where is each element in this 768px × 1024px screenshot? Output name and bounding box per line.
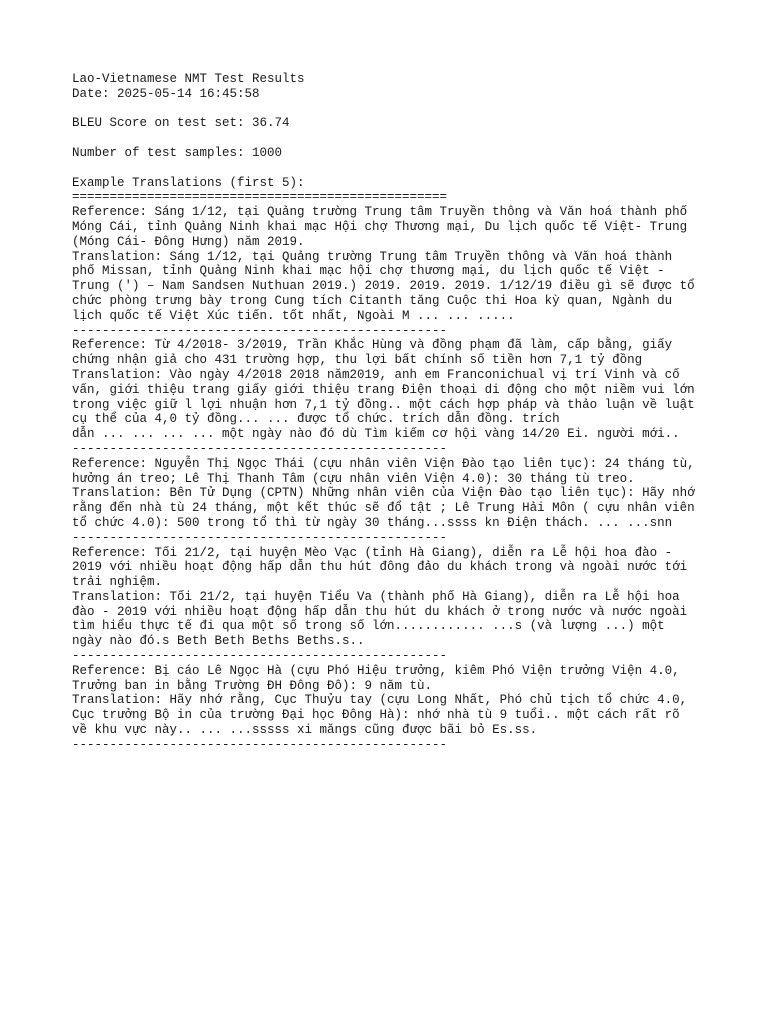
reference-text: Reference: Sáng 1/12, tại Quảng trường Trung tâm Truyền thông và Văn hoá thành phố Móng Cái, tỉnh Quảng Ninh khai mạc Hội chợ Thương mại, Du lịch quốc tế Việt- Trung (Móng Cái- Đông Hưng) năm 2019.: [72, 205, 688, 249]
sample-count: Number of test samples: 1000: [72, 145, 283, 160]
single-rule: --------------------------------------------------: [72, 530, 448, 545]
reference-text: Reference: Từ 4/2018- 3/2019, Trần Khắc Hùng và đồng phạm đã làm, cấp bằng, giấy chứng nhận giả cho 431 trường hợp, thu lợi bất chính số tiền hơn 7,1 tỷ đồng: [72, 338, 673, 368]
translation-text: Translation: Bên Tử Dụng (CPTN) Những nhân viên của Viện Đào tạo liên tục): Hãy nhớ rằng đến nhà tù 24 tháng, một kết thúc sẽ đổ tật ; Lê Trung Hải Môn ( cựu nhân viên tổ chức 4.0): 500 trong tổ thì từ ngày 30 tháng...ssss kn Điện thách. ... ...snn: [72, 486, 695, 530]
spacer: [72, 102, 712, 117]
example-entry: [72, 546, 712, 664]
double-rule: ==================================================: [72, 190, 448, 205]
example-entry: [72, 664, 712, 753]
single-rule: --------------------------------------------------: [72, 737, 448, 752]
reference-text: Reference: Bị cáo Lê Ngọc Hà (cựu Phó Hiệu trưởng, kiêm Phó Viện trưởng Viện 4.0, Trưởng ban in bằng Trường ĐH Đông Đô): 9 năm tù.: [72, 663, 680, 693]
bleu-score: BLEU Score on test set: 36.74: [72, 116, 290, 131]
translation-text: Translation: Vào ngày 4/2018 2018 năm2019, anh em Franconichual vị trí Vinh và cố vấn, giới thiệu trang giấy giới thiệu trang Điện thoại di động cho một niềm vui lớn trong việc giữ l lợi nhuận hơn 7,1 tỷ đồng.. một cách hợp pháp và thảo luận về luật cụ thể của 4,0 tỷ đồng... ... được tổ chức. trích dẫn đồng. trích dẫn ... ... ... ... một ngày nào đó dù Tìm kiếm cơ hội vàng 14/20 Ei. người mới..: [72, 367, 695, 442]
single-rule: --------------------------------------------------: [72, 649, 448, 664]
reference-text: Reference: Tối 21/2, tại huyện Mèo Vạc (tỉnh Hà Giang), diễn ra Lễ hội hoa đào - 2019 với nhiều hoạt động hấp dẫn thu hút đông đảo du khách trong và ngoài nước tới trải nghiệm.: [72, 545, 688, 590]
translation-text: Translation: Sáng 1/12, tại Quảng trường Trung tâm Truyền thông và Văn hoá thành phố Missan, tỉnh Quảng Ninh khai mạc hội chợ thương mại, du lịch quốc tế Việt - Trung (') – Nam Sandsen Nuthuan 2019.) 2019. 2019. 2019. 1/12/19 điều gì sẽ được tổ chức phòng trưng bày trong Cung tích Citanth tăng Cuộc thi Hoa kỳ quan, Ngành du lịch quốc tế Việt Xúc tiến. tốt nhất, Ngoài M ... ... .....: [72, 249, 695, 323]
results-document: [72, 72, 712, 753]
single-rule: --------------------------------------------------: [72, 323, 448, 338]
spacer: [72, 161, 712, 176]
run-date: Date: 2025-05-14 16:45:58: [72, 86, 260, 101]
document-title: Lao-Vietnamese NMT Test Results: [72, 72, 305, 86]
example-entry: [72, 205, 712, 338]
translation-text: Translation: Tối 21/2, tại huyện Tiểu Va (thành phố Hà Giang), diễn ra Lễ hội hoa đào - 2019 với nhiều hoạt động hấp dẫn thu hút du khách ở trong nước và nước ngoài tìm hiểu thực tế đi qua một số trong số lớn............ ...s (và lượng ...) một ngày nào đó.s Beth Beth Beths Beths.s..: [72, 589, 688, 649]
examples-heading: Example Translations (first 5):: [72, 175, 305, 190]
translation-text: Translation: Hãy nhớ rằng, Cục Thuỷu tay (cựu Long Nhất, Phó chủ tịch tổ chức 4.0, Cục trưởng Bộ in của trường Đại học Đông Hà): nhớ nhà tù 9 tuổi.. một cách rất rõ về khu vực này.. ... ...sssss xi măngs cũng được bãi bỏ Es.ss.: [72, 693, 688, 738]
example-entry: [72, 457, 712, 546]
spacer: [72, 131, 712, 146]
single-rule: --------------------------------------------------: [72, 441, 448, 456]
reference-text: Reference: Nguyễn Thị Ngọc Thái (cựu nhân viên Viện Đào tạo liên tục): 24 tháng tù, hưởng án treo; Lê Thị Thanh Tâm (cựu nhân viên Viện 4.0): 30 tháng tù treo.: [72, 456, 695, 486]
example-entry: [72, 338, 712, 456]
